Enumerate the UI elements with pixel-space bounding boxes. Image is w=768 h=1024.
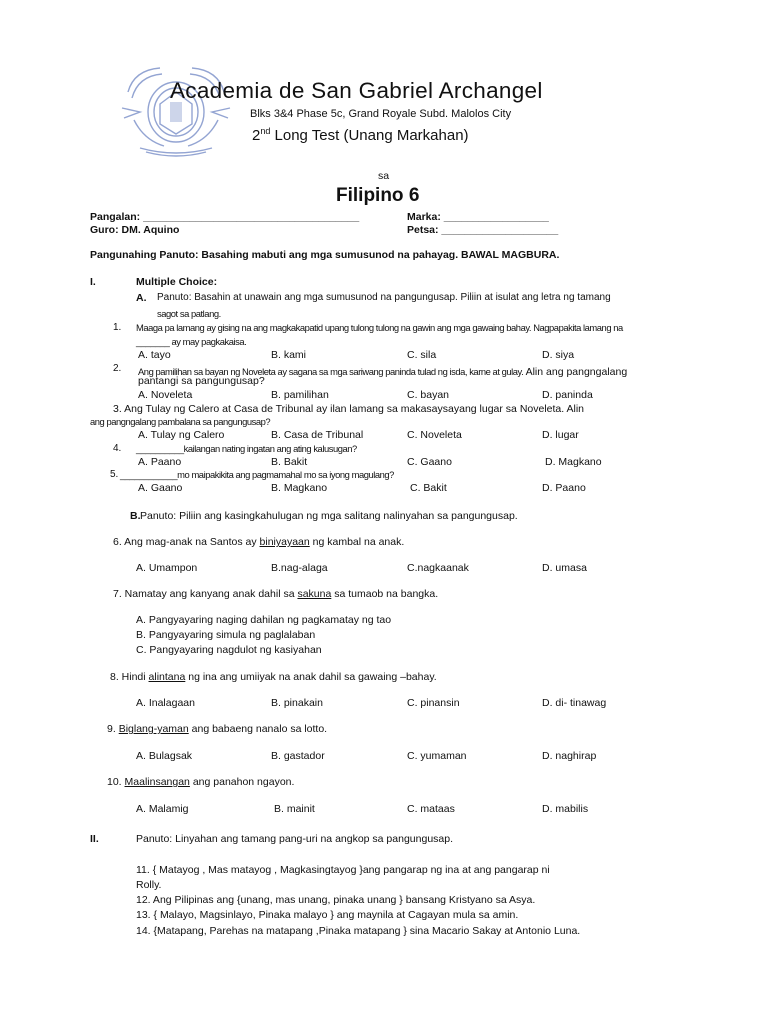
question-12-text: 12. Ang Pilipinas ang {unang, mas unang, pinaka unang } bansang Kristyano sa Asya. — [136, 894, 536, 906]
question-2-number: 2. — [113, 363, 122, 374]
question-6-option-b: B.nag-alaga — [271, 562, 328, 574]
question-7-pre: 7. Namatay ang kanyang anak dahil sa — [113, 588, 298, 600]
test-ordinal: 2 — [252, 127, 261, 144]
question-3-text-cont: ang pangngalang pambalana sa pangungusap? — [90, 416, 271, 427]
question-10-pre: 10. — [107, 776, 125, 788]
question-5-option-b: B. Magkano — [271, 482, 328, 494]
question-9-text — [107, 723, 327, 735]
question-10-option-a: A. Malamig — [136, 803, 189, 815]
test-title-text: Long Test (Unang Markahan) — [270, 127, 469, 144]
question-7-option-a: A. Pangyayaring naging dahilan ng pagkamatay ng tao — [136, 614, 392, 626]
question-8-option-d: D. di- tinawag — [542, 697, 607, 709]
section-1-title: Multiple Choice: — [136, 276, 218, 288]
part-b-letter: B. — [130, 510, 141, 522]
question-11-text: 11. { Matayog , Mas matayog , Magkasingtayog }ang pangarap ng ina at ang pangarap ni — [136, 864, 550, 876]
question-6-text — [113, 536, 404, 548]
question-4-text: __________kailangan nating ingatan ang ating kalusugan? — [136, 443, 357, 454]
school-name: Academia de San Gabriel Archangel — [170, 78, 543, 103]
question-14-text: 14. {Matapang, Parehas na matapang ,Pinaka matapang } sina Macario Sakay at Antonio Luna. — [136, 925, 581, 937]
question-4-option-a: A. Paano — [138, 456, 182, 468]
question-2-text-a: Ang pamilihan sa bayan ng Noveleta ay sagana sa mga sariwang paninda tulad ng isda, karne at gulay. — [138, 366, 524, 377]
question-11-text-cont: Rolly. — [136, 879, 162, 891]
part-a-instruction-cont: sagot sa patlang. — [157, 308, 221, 319]
question-6-option-c: C.nagkaanak — [407, 562, 469, 574]
question-6-post: ng kambal na anak. — [309, 536, 405, 548]
question-1-text: Maaga pa lamang ay gising na ang magkakapatid upang tulong tulong na gawin ang mga gawaing bahay. Nagpapakita lamang na — [136, 322, 623, 333]
part-a-instruction: Panuto: Basahin at unawain ang mga sumusunod na pangungusap. Piliin at isulat ang letra ng tamang — [157, 292, 611, 303]
test-ordinal-suffix: nd — [260, 126, 271, 136]
guro-field: Guro: DM. Aquino — [90, 224, 180, 236]
question-8-option-b: B. pinakain — [271, 697, 323, 709]
school-seal-icon — [120, 62, 232, 158]
question-10-text — [107, 776, 294, 788]
question-8-option-c: C. pinansin — [407, 697, 460, 709]
question-3-option-a: A. Tulay ng Calero — [138, 429, 225, 441]
school-address: Blks 3&4 Phase 5c, Grand Royale Subd. Malolos City — [250, 108, 512, 120]
part-b-instruction: Panuto: Piliin ang kasingkahulugan ng mga salitang nalinyahan sa pangungusap. — [140, 510, 518, 522]
question-7-underlined-word: sakuna — [297, 588, 332, 600]
question-1-option-b: B. kami — [271, 349, 307, 361]
question-4-option-b: B. Bakit — [271, 456, 308, 468]
question-5-option-a: A. Gaano — [138, 482, 183, 494]
question-10-option-b: B. mainit — [274, 803, 315, 815]
question-4-option-c: C. Gaano — [407, 456, 452, 468]
petsa-field: Petsa: ____________________ — [407, 224, 559, 236]
question-1-option-a: A. tayo — [138, 349, 171, 361]
question-7-option-b: B. Pangyayaring simula ng paglalaban — [136, 629, 316, 641]
question-9-pre: 9. — [107, 723, 119, 735]
question-9-option-d: D. naghirap — [542, 750, 597, 762]
question-9-option-a: A. Bulagsak — [136, 750, 193, 762]
test-title — [252, 126, 469, 144]
question-2-text-cont: pantangi sa pangungusap? — [138, 375, 265, 387]
question-8-underlined-word: alintana — [148, 671, 186, 683]
pangalan-field: Pangalan: _____________________________________ — [90, 211, 360, 223]
question-3-option-c: C. Noveleta — [407, 429, 462, 441]
marka-field: Marka: __________________ — [407, 211, 549, 223]
question-5-option-d: D. Paano — [542, 482, 586, 494]
question-8-option-a: A. Inalagaan — [136, 697, 195, 709]
question-8-post: ng ina ang umiiyak na anak dahil sa gawaing –bahay. — [185, 671, 437, 683]
question-6-option-d: D. umasa — [542, 562, 587, 574]
question-2-option-a: A. Noveleta — [138, 389, 193, 401]
question-1-option-d: D. siya — [542, 349, 575, 361]
section-2-number: II. — [90, 833, 99, 845]
question-7-text — [113, 588, 438, 600]
question-1-option-c: C. sila — [407, 349, 437, 361]
question-9-option-c: C. yumaman — [407, 750, 467, 762]
part-a-letter: A. — [136, 292, 147, 304]
subject-title: Filipino 6 — [336, 185, 420, 206]
question-13-text: 13. { Malayo, Magsinlayo, Pinaka malayo } ang maynila at Cagayan mula sa amin. — [136, 909, 519, 921]
question-2-option-b: B. pamilihan — [271, 389, 329, 401]
question-10-option-c: C. mataas — [407, 803, 455, 815]
question-9-option-b: B. gastador — [271, 750, 325, 762]
question-3-option-d: D. lugar — [542, 429, 579, 441]
question-2-option-d: D. paninda — [542, 389, 593, 401]
question-1-text-cont: _______ ay may pagkakaisa. — [136, 336, 247, 347]
question-6-underlined-word: biniyayaan — [259, 536, 310, 548]
question-7-post: sa tumaob na bangka. — [331, 588, 439, 600]
question-1-number: 1. — [113, 322, 122, 333]
section-1-number: I. — [90, 276, 96, 288]
question-9-underlined-word: Biglang-yaman — [118, 723, 189, 735]
question-6-option-a: A. Umampon — [136, 562, 198, 574]
sa-label: sa — [378, 170, 390, 182]
question-5-number: 5. — [110, 469, 119, 480]
question-10-underlined-word: Maalinsangan — [124, 776, 190, 788]
question-8-pre: 8. Hindi — [110, 671, 149, 683]
question-7-option-c: C. Pangyayaring nagdulot ng kasiyahan — [136, 644, 322, 656]
question-5-option-c: C. Bakit — [410, 482, 447, 494]
question-5-text: ____________mo maipakikita ang pagmamahal mo sa iyong magulang? — [120, 469, 394, 480]
question-2-option-c: C. bayan — [407, 389, 450, 401]
question-8-text — [110, 671, 437, 683]
question-6-pre: 6. Ang mag-anak na Santos ay — [113, 536, 260, 548]
question-4-option-d: D. Magkano — [545, 456, 602, 468]
question-3-option-b: B. Casa de Tribunal — [271, 429, 364, 441]
question-4-number: 4. — [113, 443, 122, 454]
main-instruction: Pangunahing Panuto: Basahing mabuti ang mga sumusunod na pahayag. BAWAL MAGBURA. — [90, 249, 560, 261]
question-10-post: ang panahon ngayon. — [189, 776, 295, 788]
question-3-text: 3. Ang Tulay ng Calero at Casa de Tribunal ay ilan lamang sa makasaysayang lugar sa Noveleta. Alin — [113, 403, 585, 415]
question-2-text-b: Alin ang pangngalang — [523, 366, 628, 378]
question-10-option-d: D. mabilis — [542, 803, 589, 815]
question-9-post: ang babaeng nanalo sa lotto. — [188, 723, 328, 735]
section-2-instruction: Panuto: Linyahan ang tamang pang-uri na angkop sa pangungusap. — [136, 833, 453, 845]
